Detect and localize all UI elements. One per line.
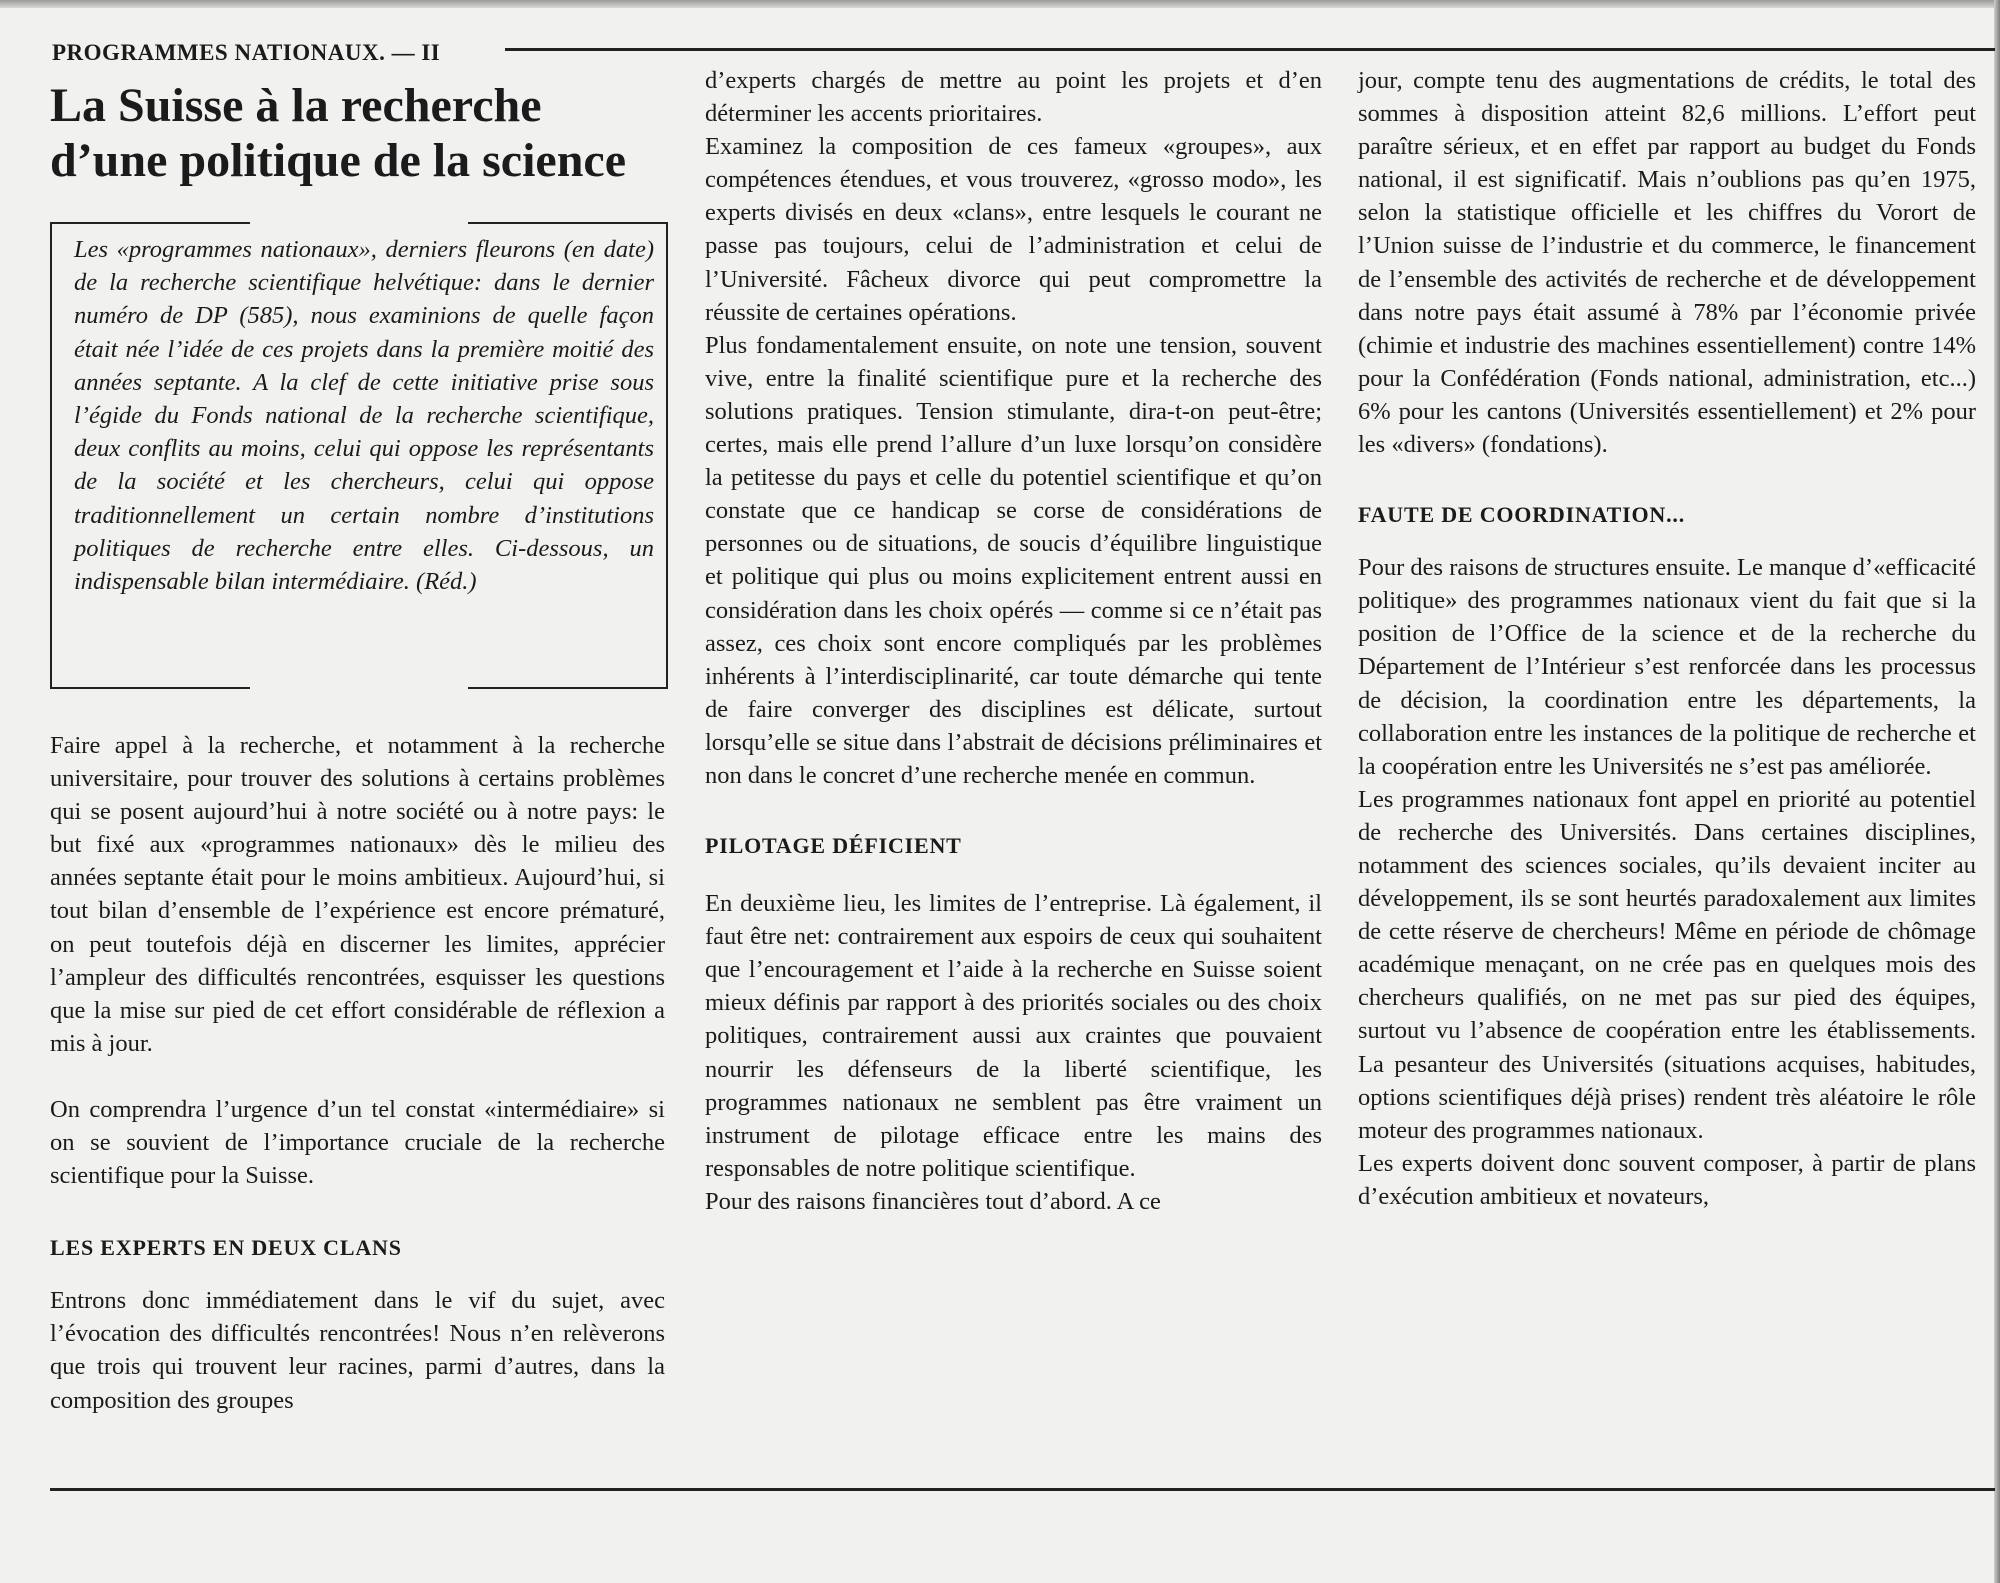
paragraph: Les experts doivent donc souvent composer, à partir de plans d’exécution ambitieux et novateurs, <box>1358 1149 1976 1210</box>
intro-box-bottom-gap <box>250 686 468 692</box>
section-kicker: PROGRAMMES NATIONAUX. — II <box>52 40 441 65</box>
paragraph: En deuxième lieu, les limites de l’entreprise. Là également, il faut être net: contrairement aux espoirs de ceux qui souhaitent que l’encouragement et l’aide à la recherche en Suisse soient mieux définis par rapport à des priorités sociales ou des choix politiques, contrairement aussi aux craintes que pouvaient nourrir les défenseurs de la liberté scientifique, les programmes nationaux ne semblent pas être vraiment un instrument de pilotage efficace entre les mains des responsables de notre politique scientifique. <box>705 890 1322 1182</box>
headline-line-2: d’une politique de la science <box>50 134 627 187</box>
top-rule <box>505 48 1995 51</box>
scan-right-edge <box>1994 0 2000 1583</box>
paragraph: Pour des raisons financières tout d’abord. A ce <box>705 1187 1161 1215</box>
subheading-coordination: FAUTE DE COORDINATION... <box>1358 502 1686 528</box>
paragraph: Faire appel à la recherche, et notamment à la recherche universitaire, pour trouver des solutions à certains problèmes qui se posent aujourd’hui à notre société ou à notre pays: le but fixé aux «programmes nationaux» dès le milieu des années septante était pour le moins ambitieux. Aujourd’hui, si tout bilan d’ensemble de l’expérience est encore prématuré, on peut toutefois déjà en discerner les limites, apprécier l’ampleur des difficultés rencontrées, esquisser les questions que la mise sur pied de cet effort considérable de réflexion a mis à jour. <box>50 732 665 1057</box>
headline <box>50 78 680 188</box>
paragraph: jour, compte tenu des augmentations de crédits, le total des sommes à disposition atteint 82,6 millions. L’effort peut paraître sérieux, et en effet par rapport au budget du Fonds national, il est significatif. Mais n’oublions pas qu’en 1975, selon la statistique officielle et les chiffres du Vorort de l’Union suisse de l’industrie et du commerce, le financement de l’ensemble des activités de recherche et de développement dans notre pays était assumé à 78% par l’économie privée (chimie et industrie des machines essentiellement) contre 14% pour la Confédération (Fonds national, administration, etc...) 6% pour les cantons (Universités essentiellement) et 2% pour les «divers» (fondations). <box>1358 67 1976 459</box>
subheading-experts: LES EXPERTS EN DEUX CLANS <box>50 1235 402 1261</box>
subheading-pilotage: PILOTAGE DÉFICIENT <box>705 833 962 859</box>
paragraph: Les programmes nationaux font appel en priorité au potentiel de recherche des Universités. Dans certaines disciplines, notamment des sciences sociales, qu’ils devaient inciter au développement, ils se sont heurtés paradoxalement aux limites de cette réserve de chercheurs! Même en période de chômage académique menaçant, on ne crée pas en quelques mois des chercheurs qualifiés, on ne met pas sur pied des équipes, surtout vu l’absence de coopération entre les établissements. La pesanteur des Universités (situations acquises, habitudes, options scientifiques déjà prises) rendent très aléatoire le rôle moteur des programmes nationaux. <box>1358 785 1976 1144</box>
column-3 <box>1358 64 1976 1213</box>
headline-line-1: La Suisse à la recherche <box>50 79 542 132</box>
paragraph: On comprendra l’urgence d’un tel constat «intermédiaire» si on se souvient de l’importance cruciale de la recherche scientifique pour la Suisse. <box>50 1095 665 1190</box>
scan-top-edge <box>0 0 2000 8</box>
paragraph: Examinez la composition de ces fameux «groupes», aux compétences étendues, et vous trouverez, «grosso modo», les experts divisés en deux «clans», entre lesquels le courant ne passe pas toujours, celui de l’administration et celui de l’Université. Fâcheux divorce qui peut compromettre la réussite de certaines opérations. <box>705 133 1322 326</box>
intro-text: Les «programmes nationaux», derniers fleurons (en date) de la recherche scientifique helvétique: dans le dernier numéro de DP (585), nous examinions de quelle façon était née l’idée de ces projets dans la première moitié des années septante. A la clef de cette initiative prise sous l’égide du Fonds national de la recherche scientifique, deux conflits au moins, celui qui oppose les représentants de la société et les chercheurs, celui qui oppose traditionnellement un certain nombre d’institutions politiques de recherche entre elles. Ci-dessous, un indispensable bilan intermédiaire. (Réd.) <box>74 236 654 596</box>
paragraph: Pour des raisons de structures ensuite. Le manque d’«efficacité politique» des programmes nationaux vient du fait que si la position de l’Office de la science et de la recherche du Département de l’Intérieur s’est renforcée dans les processus de décision, la coordination entre les départements, la collaboration entre les instances de la politique de recherche et la coopération entre les Universités ne s’est pas améliorée. <box>1358 554 1976 780</box>
paragraph: Plus fondamentalement ensuite, on note une tension, souvent vive, entre la finalité scientifique pure et la recherche des solutions pratiques. Tension stimulante, dira-t-on peut-être; certes, mais elle prend l’allure d’un luxe lorsqu’on considère la petitesse du pays et celle du potentiel scientifique et qu’on constate que ce handicap se corse de considérations de personnes ou de situations, de soucis d’équilibre linguistique et politique qui plus ou moins explicitement entrent aussi en considération dans les choix opérés — comme si ce n’était pas assez, ces choix sont encore compliqués par les problèmes inhérents à l’interdisciplinarité, car toute démarche qui tente de faire converger des disciplines est délicate, surtout lorsqu’elle se situe dans l’abstrait de décisions préliminaires et non dans le concret d’une recherche menée en commun. <box>705 331 1322 789</box>
intro-box-top-gap <box>250 219 468 225</box>
column-2 <box>705 64 1322 1218</box>
column-1 <box>50 729 665 1417</box>
paragraph: d’experts chargés de mettre au point les projets et d’en déterminer les accents prioritaires. <box>705 67 1322 128</box>
bottom-rule <box>50 1488 1995 1491</box>
paragraph: Entrons donc immédiatement dans le vif du sujet, avec l’évocation des difficultés rencontrées! Nous n’en relèverons que trois qui trouvent leur racines, parmi d’autres, dans la composition des groupes <box>50 1287 665 1414</box>
